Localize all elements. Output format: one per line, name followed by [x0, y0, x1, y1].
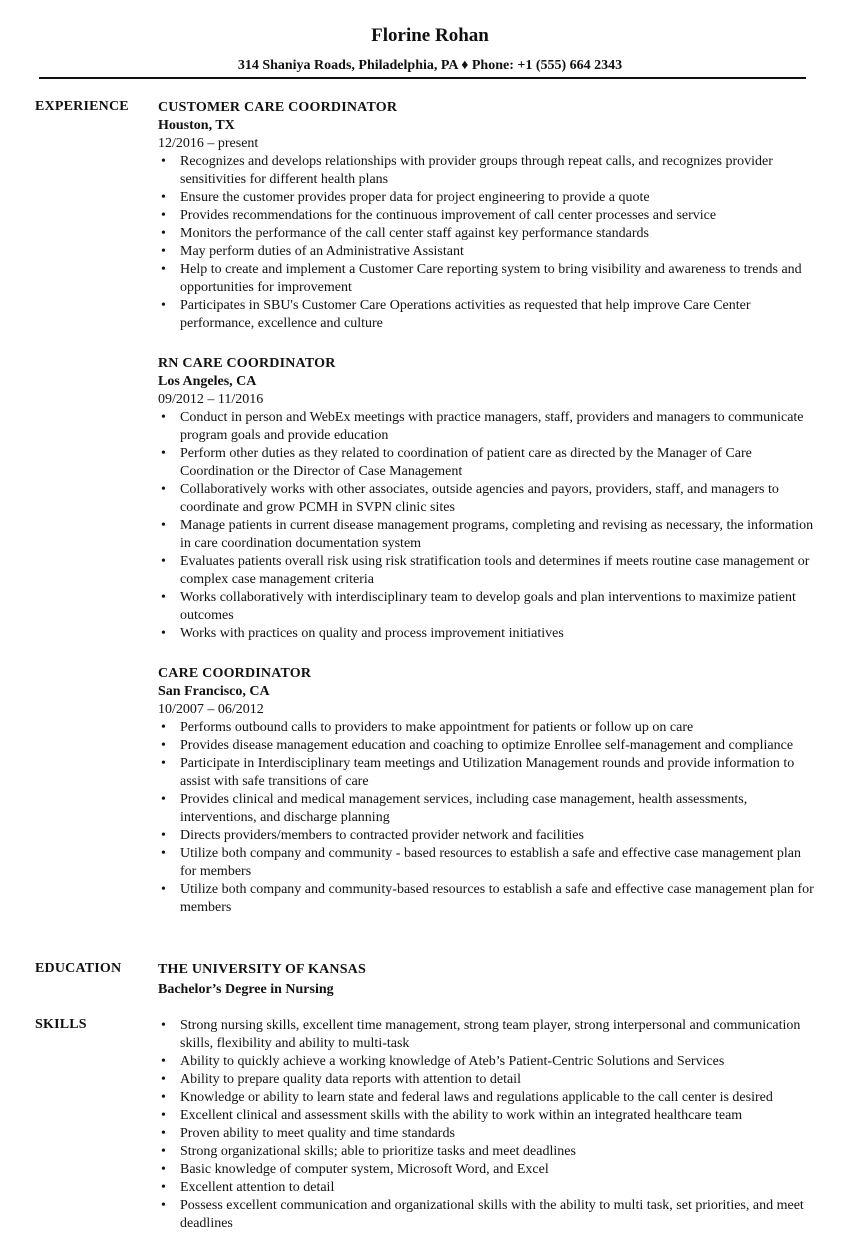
job-title: CARE COORDINATOR [158, 666, 312, 681]
list-item: • Provides recommendations for the continuous improvement of call center processes and service [158, 207, 818, 225]
section-label-skills: SKILLS [35, 1017, 87, 1032]
job-bullet-list [158, 153, 818, 333]
job-dates: 09/2012 – 11/2016 [158, 392, 264, 407]
list-item: • Collaboratively works with other associates, outside agencies and payors, providers, staff, and managers to coordinate and grow PCMH in SVPN clinic sites [158, 481, 818, 517]
list-item: • Participates in SBU's Customer Care Operations activities as requested that help improve Care Center performance, excellence and culture [158, 297, 818, 333]
contact-line: 314 Shaniya Roads, Philadelphia, PA ♦ Phone: +1 (555) 664 2343 [237, 58, 623, 73]
job-entry [158, 355, 818, 643]
job-entry [158, 665, 818, 917]
list-item: • Perform other duties as they related to coordination of patient care as directed by the Manager of Care Coordination or the Director of Case Management [158, 445, 818, 481]
job-entry [158, 99, 818, 333]
list-item: • Utilize both company and community - based resources to establish a safe and effective case management plan for members [158, 845, 818, 881]
job-bullet-list [158, 719, 818, 917]
list-item: • Works with practices on quality and process improvement initiatives [158, 625, 818, 643]
list-item: • Utilize both company and community-based resources to establish a safe and effective case management plan for members [158, 881, 818, 917]
job-bullet-list [158, 409, 818, 643]
list-item: • Provides clinical and medical management services, including case management, health assessments, interventions, and discharge planning [158, 791, 818, 827]
list-item: • Knowledge or ability to learn state and federal laws and regulations applicable to the call center is desired [158, 1089, 818, 1107]
skills-bullet-list [158, 1017, 818, 1233]
header-divider [39, 77, 806, 79]
job-location: Houston, TX [158, 118, 235, 133]
job-dates: 10/2007 – 06/2012 [158, 702, 264, 717]
list-item: • Proven ability to meet quality and time standards [158, 1125, 818, 1143]
section-label-education: EDUCATION [35, 961, 122, 976]
education-school: THE UNIVERSITY OF KANSAS [158, 962, 366, 977]
list-item: • Excellent clinical and assessment skills with the ability to work within an integrated healthcare team [158, 1107, 818, 1125]
list-item: • Works collaboratively with interdisciplinary team to develop goals and plan interventions to maximize patient outcomes [158, 589, 818, 625]
resume-name: Florine Rohan [371, 25, 489, 46]
list-item: • Evaluates patients overall risk using risk stratification tools and determines if meets routine case management or complex case management criteria [158, 553, 818, 589]
list-item: • Basic knowledge of computer system, Microsoft Word, and Excel [158, 1161, 818, 1179]
section-label-experience: EXPERIENCE [35, 99, 129, 114]
list-item: • Provides disease management education and coaching to optimize Enrollee self-management and compliance [158, 737, 818, 755]
job-title: RN CARE COORDINATOR [158, 356, 336, 371]
job-dates: 12/2016 – present [158, 136, 259, 151]
list-item: • Directs providers/members to contracted provider network and facilities [158, 827, 818, 845]
list-item: • Conduct in person and WebEx meetings with practice managers, staff, providers and managers to communicate program goals and provide education [158, 409, 818, 445]
list-item: • Strong organizational skills; able to prioritize tasks and meet deadlines [158, 1143, 818, 1161]
education-degree: Bachelor’s Degree in Nursing [158, 982, 334, 997]
list-item: • Ability to prepare quality data reports with attention to detail [158, 1071, 818, 1089]
list-item: • May perform duties of an Administrative Assistant [158, 243, 818, 261]
skills-entry [158, 1017, 818, 1233]
job-location: Los Angeles, CA [158, 374, 257, 389]
list-item: • Recognizes and develops relationships with provider groups through repeat calls, and recognizes provider sensitivities for different health plans [158, 153, 818, 189]
job-title: CUSTOMER CARE COORDINATOR [158, 100, 398, 115]
job-location: San Francisco, CA [158, 684, 270, 699]
list-item: • Manage patients in current disease management programs, completing and revising as necessary, the information in care coordination documentation system [158, 517, 818, 553]
list-item: • Monitors the performance of the call center staff against key performance standards [158, 225, 818, 243]
list-item: • Performs outbound calls to providers to make appointment for patients or follow up on care [158, 719, 818, 737]
list-item: • Possess excellent communication and organizational skills with the ability to multi task, set priorities, and meet deadlines [158, 1197, 818, 1233]
list-item: • Ability to quickly achieve a working knowledge of Ateb’s Patient-Centric Solutions and Services [158, 1053, 818, 1071]
list-item: • Participate in Interdisciplinary team meetings and Utilization Management rounds and provide information to assist with safe transitions of care [158, 755, 818, 791]
list-item: • Help to create and implement a Customer Care reporting system to bring visibility and awareness to trends and opportunities for improvement [158, 261, 818, 297]
list-item: • Ensure the customer provides proper data for project engineering to provide a quote [158, 189, 818, 207]
list-item: • Excellent attention to detail [158, 1179, 818, 1197]
list-item: • Strong nursing skills, excellent time management, strong team player, strong interpersonal and communication skills, flexibility and ability to multi-task [158, 1017, 818, 1053]
education-entry [158, 961, 818, 999]
